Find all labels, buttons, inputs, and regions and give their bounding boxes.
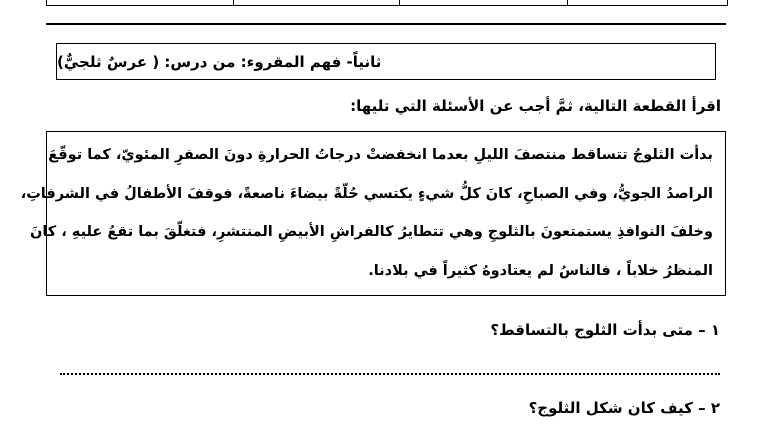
horizontal-divider: [46, 23, 726, 25]
section-heading-box: [56, 43, 716, 80]
question-1: ١ – متى بدأت الثلوج بالتساقط؟: [490, 321, 720, 339]
table-cell-divider: [567, 0, 568, 5]
table-cell-divider: [399, 0, 400, 5]
instruction-text: اقرأ القطعة التالية، ثمَّ أجب عن الأسئلة التي تليها:: [350, 97, 721, 115]
top-table-remnant: [46, 0, 728, 6]
answer-line: [60, 361, 720, 375]
passage-line: المنظرُ خلاباً ، فالناسُ لم يعتادوهُ كثيراً في بلادنا.: [368, 262, 713, 279]
passage-line: الراصدُ الجويُّ، وفي الصباحِ، كانَ كلُّ شيءٍ يكتسي حُلّةً بيضاءَ ناصعةً، فوقفَ الأطفالُ في الشرفاتِ،: [20, 185, 713, 202]
section-heading: ثانياً- فهم المقروء: من درس: ( عرسٌ ثلجيٌّ): [57, 52, 382, 71]
passage-line: بدأت الثلوجُ تتساقط منتصفَ الليلِ بعدما انخفضتْ درجاتُ الحرارةِ دونَ الصفرِ المئويّ، كما توقّعَ: [48, 147, 713, 163]
reading-passage-box: [20, 131, 726, 296]
table-cell-divider: [233, 0, 234, 5]
question-2: ٢ – كيف كان شكل الثلوج؟: [528, 399, 720, 417]
passage-line: وخلفَ النوافذِ يستمتعونَ بالثلوجِ وهي تتطايرُ كالفراشِ الأبيضِ المنتشرِ، فتغلّقَ بما تقعُ عليهِ ، كانَ: [29, 224, 713, 240]
